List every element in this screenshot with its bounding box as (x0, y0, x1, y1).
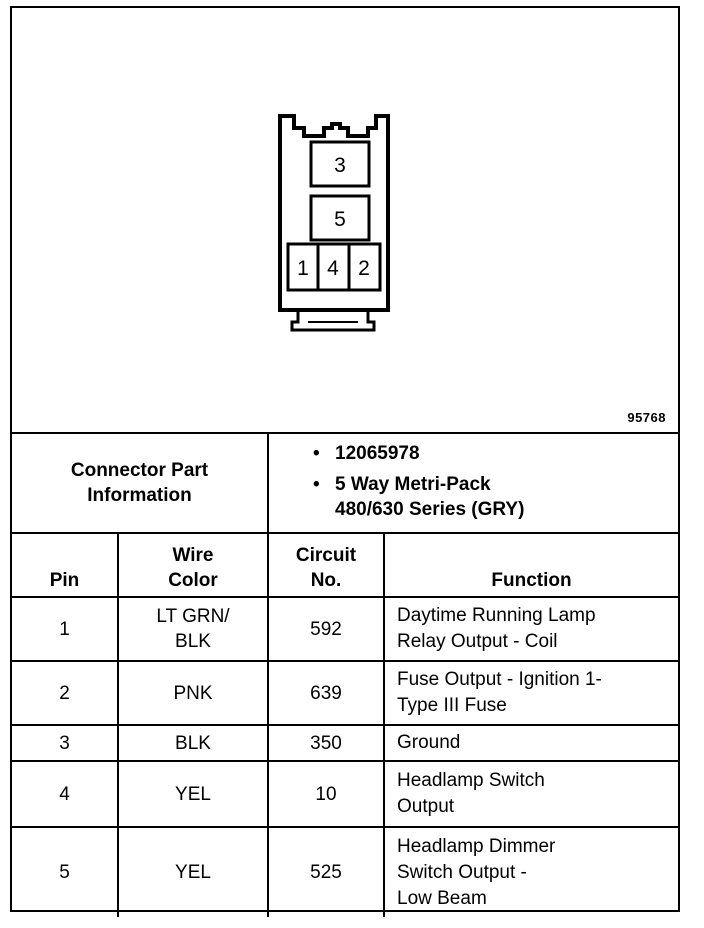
wire-color-cell: PNK (118, 661, 268, 725)
function-cell: Headlamp Switch Output (384, 761, 678, 827)
wire-color-cell: LT GRN/ BLK (118, 597, 268, 661)
pin-cell: 4 (12, 761, 118, 827)
pin-cell: 3 (12, 725, 118, 761)
connector-part-info-list (311, 441, 678, 522)
pin-cell: 2 (12, 661, 118, 725)
pin-label-4: 4 (327, 257, 339, 280)
connector-part-info-row (12, 433, 678, 533)
wire-color-cell: YEL (118, 827, 268, 917)
pin-cell: 5 (12, 827, 118, 917)
header-pin: Pin (12, 533, 118, 597)
connector-diagram-area (12, 8, 678, 432)
circuit-cell: 10 (268, 761, 384, 827)
table-row (12, 725, 678, 761)
connector-info-table (12, 432, 678, 917)
header-circuit-no: Circuit No. (268, 533, 384, 597)
circuit-cell: 350 (268, 725, 384, 761)
connector-latch (292, 310, 374, 330)
table-row (12, 761, 678, 827)
connector-part-number: • 12065978 (311, 441, 678, 466)
header-function: Function (384, 533, 678, 597)
circuit-cell: 592 (268, 597, 384, 661)
connector-part-info-label: Connector Part Information (12, 433, 268, 533)
circuit-cell: 639 (268, 661, 384, 725)
function-cell: Ground (384, 725, 678, 761)
wire-color-cell: YEL (118, 761, 268, 827)
function-cell: Fuse Output - Ignition 1- Type III Fuse (384, 661, 678, 725)
figure-number: 95768 (627, 410, 666, 425)
table-row (12, 597, 678, 661)
table-row (12, 827, 678, 917)
connector-face-drawing (12, 8, 678, 432)
column-header-row (12, 533, 678, 597)
table-row (12, 661, 678, 725)
function-cell: Daytime Running Lamp Relay Output - Coil (384, 597, 678, 661)
header-wire-color: Wire Color (118, 533, 268, 597)
circuit-cell: 525 (268, 827, 384, 917)
function-cell: Headlamp Dimmer Switch Output - Low Beam (384, 827, 678, 917)
wire-color-cell: BLK (118, 725, 268, 761)
pin-label-3: 3 (334, 154, 346, 177)
pin-label-5: 5 (334, 208, 346, 231)
connector-sheet (10, 6, 680, 912)
pin-label-1: 1 (297, 257, 309, 280)
pin-label-2: 2 (358, 257, 370, 280)
pin-cell: 1 (12, 597, 118, 661)
connector-part-info-values (268, 433, 678, 533)
connector-part-description: • 5 Way Metri-Pack 480/630 Series (GRY) (311, 472, 678, 522)
